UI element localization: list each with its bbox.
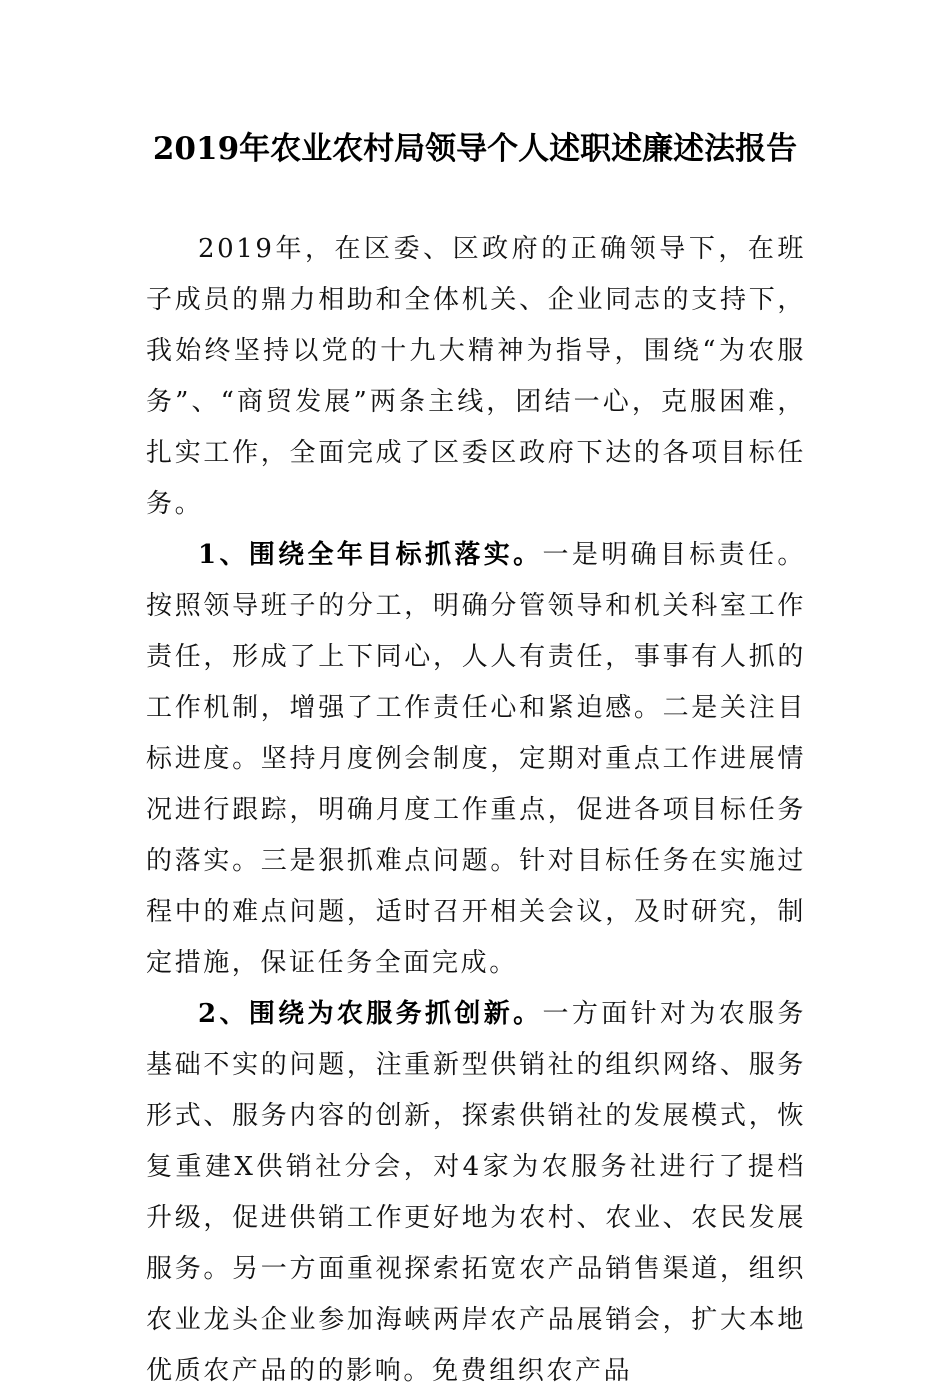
section-1-text: 一是明确目标责任。按照领导班子的分工，明确分管领导和机关科室工作责任，形成了上下同心，人人有责任，事事有人抓的工作机制，增强了工作责任心和紧迫感。二是关注目标进度。坚持月度例会制度，定期对重点工作进展情况进行跟踪，明确月度工作重点，促进各项目标任务的落实。三是狠抓难点问题。针对目标任务在实施过程中的难点问题，适时召开相关会议，及时研究，制定措施，保证任务全面完成。: [146, 540, 807, 978]
paragraph-section-1: [146, 530, 806, 989]
paragraph-intro: [146, 224, 806, 530]
document-body: [146, 224, 806, 1397]
section-2-text: 一方面针对为农服务基础不实的问题，注重新型供销社的组织网络、服务形式、服务内容的创新，探索供销社的发展模式，恢复重建X供销社分会，对4家为农服务社进行了提档升级，促进供销工作更好地为农村、农业、农民发展服务。另一方面重视探索拓宽农产品销售渠道，组织农业龙头企业参加海峡两岸农产品展销会，扩大本地优质农产品的的影响。免费组织农产品: [146, 999, 807, 1386]
section-1-heading: 1、围绕全年目标抓落实。: [198, 540, 543, 570]
paragraph-section-2: [146, 989, 806, 1397]
paragraph-intro-text: 2019年，在区委、区政府的正确领导下，在班子成员的鼎力相助和全体机关、企业同志的支持下，我始终坚持以党的十九大精神为指导，围绕“为农服务”、“商贸发展”两条主线，团结一心，克服困难，扎实工作，全面完成了区委区政府下达的各项目标任务。: [146, 234, 806, 519]
document-title: 2019年农业农村局领导个人述职述廉述法报告: [152, 131, 798, 167]
section-2-heading: 2、围绕为农服务抓创新。: [198, 999, 543, 1029]
